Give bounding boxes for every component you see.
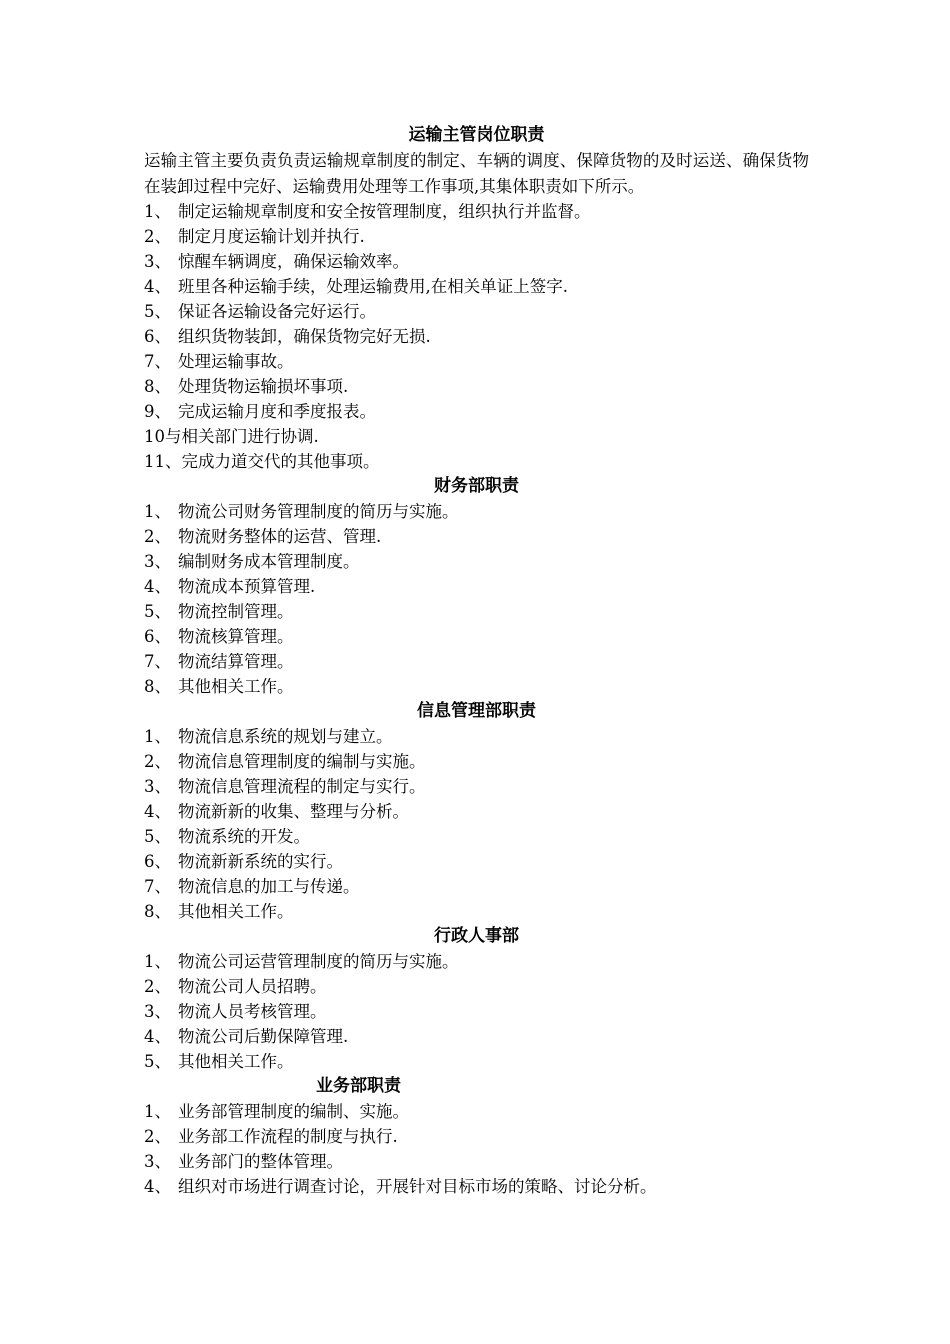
item-number: 1、 (144, 502, 171, 521)
item-number: 2、 (144, 752, 171, 771)
list-item (144, 949, 809, 974)
item-number: 3、 (144, 1152, 171, 1171)
item-text: 物流信息的加工与传递。 (178, 877, 360, 896)
item-number: 1、 (144, 202, 171, 221)
list-item (144, 1149, 809, 1174)
list-item (144, 724, 809, 749)
item-number: 4、 (144, 1027, 171, 1046)
item-number: 10 (144, 427, 165, 446)
item-text: 班里各种运输手续，处理运输费用,在相关单证上签字. (178, 277, 568, 296)
item-text: 其他相关工作。 (178, 1052, 294, 1071)
item-text: 完成力道交代的其他事项。 (181, 452, 380, 471)
list-item (144, 1124, 809, 1149)
item-text: 业务部管理制度的编制、实施。 (178, 1102, 409, 1121)
item-text: 制定运输规章制度和安全按管理制度，组织执行并监督。 (178, 202, 591, 221)
list-item (144, 874, 809, 899)
item-number: 3、 (144, 1002, 171, 1021)
item-text: 物流公司人员招聘。 (178, 977, 327, 996)
item-number: 1、 (144, 952, 171, 971)
item-text: 物流系统的开发。 (178, 827, 310, 846)
item-number: 3、 (144, 552, 171, 571)
item-number: 4、 (144, 1177, 171, 1196)
item-number: 2、 (144, 527, 171, 546)
item-text: 物流公司运营管理制度的简历与实施。 (178, 952, 459, 971)
item-text: 其他相关工作。 (178, 902, 294, 921)
item-number: 3、 (144, 252, 171, 271)
item-number: 11、 (144, 452, 182, 471)
list-item (144, 999, 809, 1024)
item-text: 业务部门的整体管理。 (178, 1152, 343, 1171)
list-item (144, 649, 809, 674)
item-text: 保证各运输设备完好运行。 (178, 302, 376, 321)
list-item (144, 974, 809, 999)
item-text: 物流信息系统的规划与建立。 (178, 727, 393, 746)
section-title-business: 业务部职责 (316, 1076, 401, 1096)
list-item (144, 224, 809, 249)
item-text: 业务部工作流程的制度与执行. (178, 1127, 398, 1146)
list-item (144, 774, 809, 799)
item-number: 2、 (144, 977, 171, 996)
list-item (144, 899, 809, 924)
list-item (144, 499, 809, 524)
item-text: 其他相关工作。 (178, 677, 294, 696)
item-text: 处理运输事故。 (178, 352, 294, 371)
document-page (144, 123, 809, 1199)
item-text: 物流人员考核管理。 (178, 1002, 327, 1021)
item-number: 8、 (144, 902, 171, 921)
item-number: 5、 (144, 827, 171, 846)
item-number: 2、 (144, 1127, 171, 1146)
section-title-finance: 财务部职责 (434, 476, 519, 496)
item-text: 组织对市场进行调查讨论，开展针对目标市场的策略、讨论分析。 (178, 1177, 657, 1196)
item-number: 6、 (144, 627, 171, 646)
list-item (144, 1049, 809, 1074)
item-text: 物流新新系统的实行。 (178, 852, 343, 871)
item-number: 5、 (144, 1052, 171, 1071)
item-number: 4、 (144, 577, 171, 596)
list-item (144, 424, 809, 449)
item-number: 8、 (144, 377, 171, 396)
list-item (144, 674, 809, 699)
list-item (144, 399, 809, 424)
list-item (144, 374, 809, 399)
item-text: 组织货物装卸，确保货物完好无损. (178, 327, 431, 346)
section-title-admin-hr: 行政人事部 (434, 926, 519, 946)
item-number: 7、 (144, 652, 171, 671)
list-item (144, 624, 809, 649)
list-item (144, 299, 809, 324)
item-text: 物流财务整体的运营、管理. (178, 527, 382, 546)
list-item (144, 324, 809, 349)
list-item (144, 549, 809, 574)
item-text: 物流信息管理流程的制定与实行。 (178, 777, 426, 796)
list-item (144, 574, 809, 599)
item-number: 7、 (144, 352, 171, 371)
list-item (144, 449, 809, 474)
list-item (144, 199, 809, 224)
item-text: 物流信息管理制度的编制与实施。 (178, 752, 426, 771)
item-text: 制定月度运输计划并执行. (178, 227, 365, 246)
item-number: 1、 (144, 1102, 171, 1121)
section-title-information: 信息管理部职责 (417, 701, 536, 721)
item-number: 5、 (144, 302, 171, 321)
item-text: 处理货物运输损坏事项. (178, 377, 349, 396)
item-text: 物流核算管理。 (178, 627, 294, 646)
list-item (144, 524, 809, 549)
item-number: 2、 (144, 227, 171, 246)
item-number: 1、 (144, 727, 171, 746)
item-text: 物流成本预算管理. (178, 577, 316, 596)
list-item (144, 274, 809, 299)
item-text: 物流公司后勤保障管理. (178, 1027, 349, 1046)
section-title-transport: 运输主管岗位职责 (408, 125, 545, 145)
item-number: 8、 (144, 677, 171, 696)
item-number: 4、 (144, 802, 171, 821)
item-number: 4、 (144, 277, 171, 296)
section-intro-transport: 运输主管主要负责负责运输规章制度的制定、车辆的调度、保障货物的及时运送、确保货物在装卸过程中完好、运输费用处理等工作事项,其集体职责如下所示。 (144, 151, 809, 196)
list-item (144, 249, 809, 274)
item-text: 惊醒车辆调度，确保运输效率。 (178, 252, 409, 271)
list-item (144, 599, 809, 624)
item-number: 7、 (144, 877, 171, 896)
item-text: 编制财务成本管理制度。 (178, 552, 360, 571)
list-item (144, 349, 809, 374)
item-number: 6、 (144, 327, 171, 346)
list-item (144, 1174, 809, 1199)
list-item (144, 849, 809, 874)
item-number: 6、 (144, 852, 171, 871)
list-item (144, 1099, 809, 1124)
item-text: 物流新新的收集、整理与分析。 (178, 802, 409, 821)
list-item (144, 1024, 809, 1049)
item-text: 完成运输月度和季度报表。 (178, 402, 376, 421)
item-number: 9、 (144, 402, 171, 421)
list-item (144, 824, 809, 849)
item-text: 物流结算管理。 (178, 652, 294, 671)
item-text: 物流公司财务管理制度的简历与实施。 (178, 502, 459, 521)
item-text: 物流控制管理。 (178, 602, 294, 621)
item-number: 3、 (144, 777, 171, 796)
list-item (144, 799, 809, 824)
list-item (144, 749, 809, 774)
item-text: 与相关部门进行协调. (165, 427, 319, 446)
item-number: 5、 (144, 602, 171, 621)
